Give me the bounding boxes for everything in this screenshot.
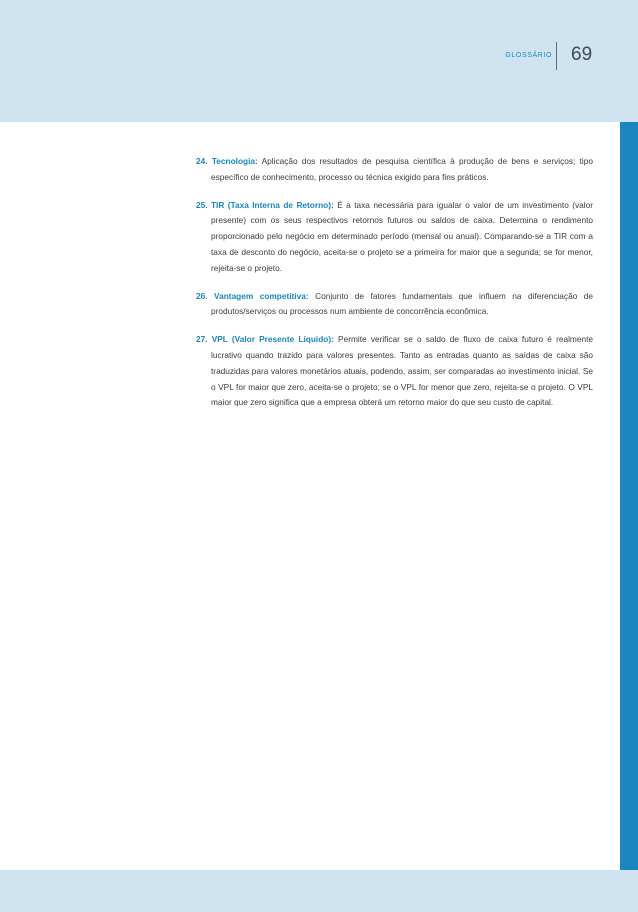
entry-definition: Aplicação dos resultados de pesquisa científica à produção de bens e serviços; tipo específico de conhecimento, processo ou técnica exigido para fins práticos. xyxy=(211,156,593,182)
entry-number: 26. xyxy=(196,290,208,301)
header-band xyxy=(0,0,638,122)
entry-definition: É a taxa necessária para igualar o valor de um investimento (valor presente) com os seus respectivos retornos futuros ou saldos de caixa. Determina o rendimento proporcionado pelo negócio em determinado período (mensal ou anual). Comparando-se a TIR com a taxa de desconto do negócio, aceita-se o projeto se a primeira for maior que a segunda; se for menor, rejeita-se o projeto. xyxy=(211,199,594,273)
entry-number: 25. xyxy=(196,199,208,210)
entry-term: Tecnologia: xyxy=(211,156,258,166)
glossary-entry xyxy=(196,154,593,186)
page-number: 69 xyxy=(571,44,593,65)
section-label: GLOSSÁRIO xyxy=(505,52,552,59)
entry-term: TIR (Taxa Interna de Retorno): xyxy=(210,199,334,210)
side-accent-bar xyxy=(620,122,638,870)
entry-definition: Conjunto de fatores fundamentais que influem na diferenciação de produtos/serviços ou processos num ambiente de concorrência econômica. xyxy=(211,290,594,317)
glossary-entry xyxy=(196,198,593,277)
glossary-entry xyxy=(196,289,593,321)
glossary-list xyxy=(196,154,593,423)
glossary-entry xyxy=(196,332,593,411)
entry-term: Vantagem competitiva: xyxy=(214,290,309,301)
entry-number: 24. xyxy=(196,156,208,166)
footer-band xyxy=(0,870,638,912)
entry-term: VPL (Valor Presente Líquido): xyxy=(211,334,334,345)
entry-definition: Permite verificar se o saldo de fluxo de caixa futuro é realmente lucrativo quando trazido para valores presentes. Tanto as entradas quanto as saídas de caixa são traduzidas para valores monetários atuais, podendo, assim, ser comparadas ao investimento inicial. Se o VPL for maior que zero, aceita-se o projeto; se o VPL for menor que zero, rejeita-se o projeto. O VPL maior que zero significa que a empresa obterá um retorno maior do que seu custo de capital. xyxy=(211,334,593,408)
header-divider xyxy=(556,42,557,70)
entry-number: 27. xyxy=(196,334,208,345)
